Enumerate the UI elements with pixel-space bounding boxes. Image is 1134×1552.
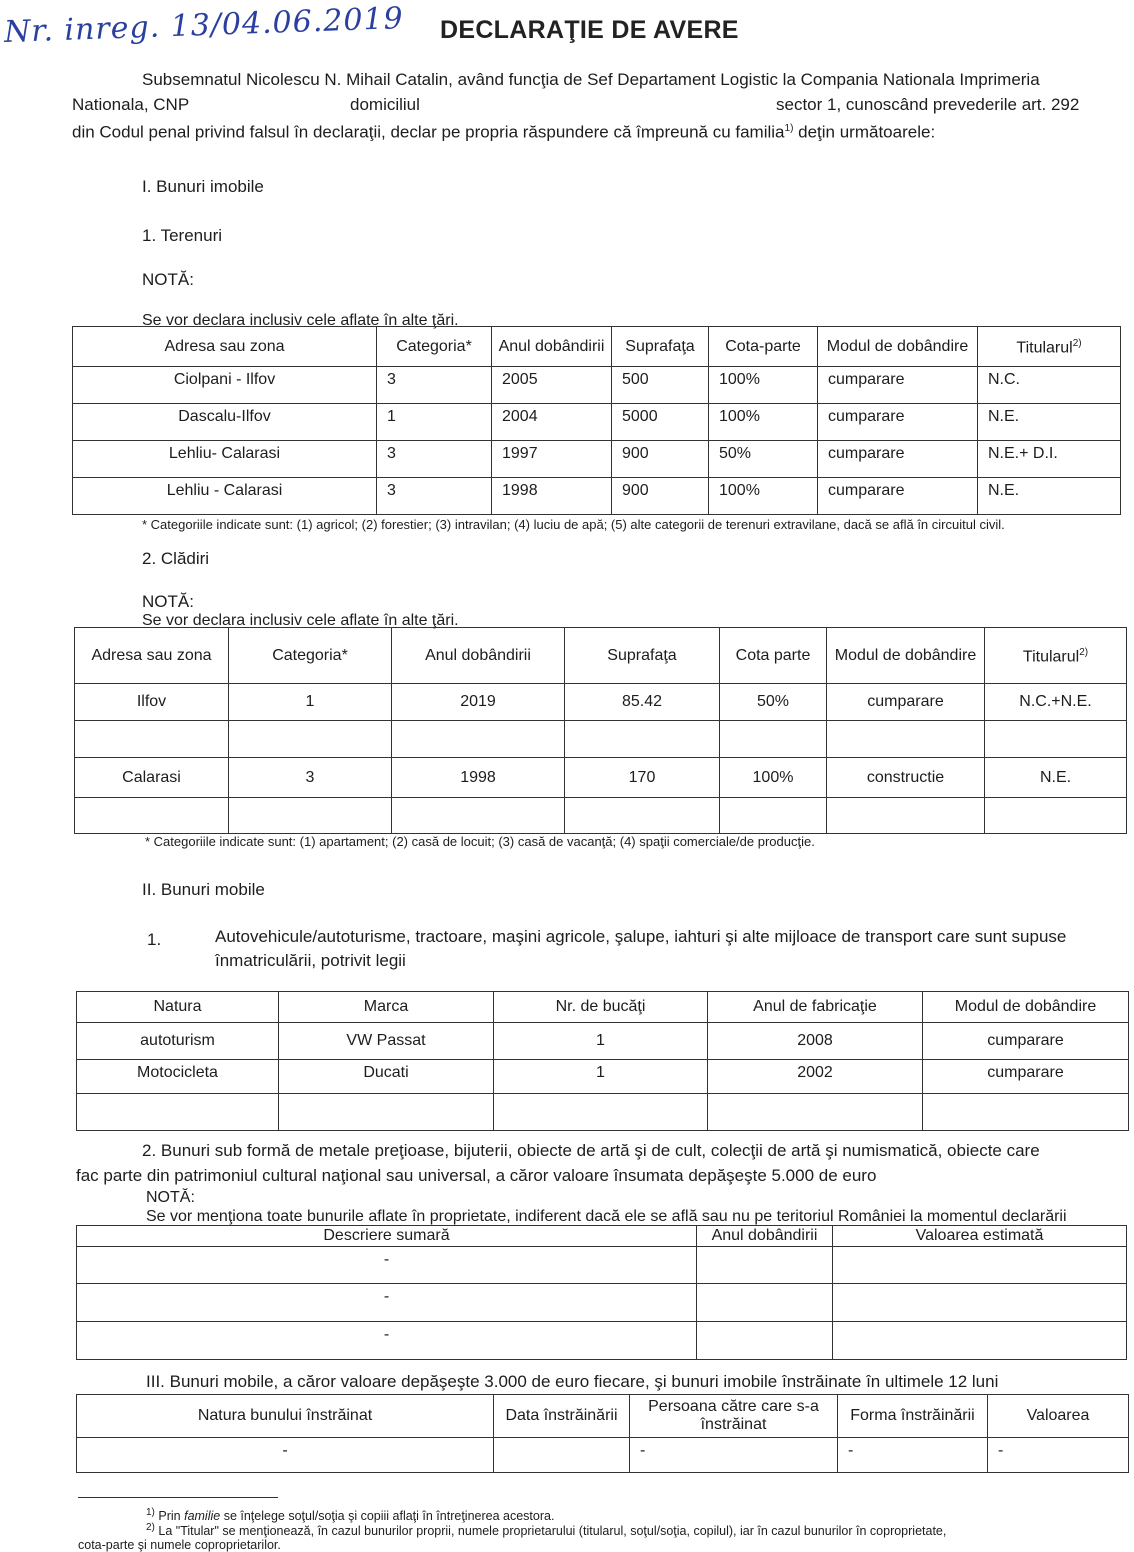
table-row — [77, 1322, 1127, 1360]
table-cell: - — [77, 1438, 494, 1473]
land-col-year: Anul dobândirii — [492, 327, 612, 367]
table-cell: Ducati — [279, 1060, 494, 1094]
table-cell: - — [77, 1284, 697, 1322]
alienated-col-date: Data înstrăinării — [494, 1395, 630, 1438]
buildings-col-area: Suprafaţa — [565, 628, 720, 684]
footnote-1: $^{1)}$ Prin familie se înţelege soţul/soţia şi copiii aflaţi în întreţinerea acestora. — [146, 1507, 555, 1524]
table-cell: N.C. — [978, 367, 1121, 404]
table-cell: 900 — [612, 478, 709, 515]
table-cell — [827, 721, 985, 758]
vehicles-col-nature: Natura — [77, 992, 279, 1023]
table-cell — [279, 1094, 494, 1131]
table-cell — [833, 1247, 1127, 1284]
table-cell: N.E. — [978, 478, 1121, 515]
table-cell — [697, 1284, 833, 1322]
table-cell: 2005 — [492, 367, 612, 404]
table-cell: N.C.+N.E. — [985, 684, 1127, 721]
table-cell — [392, 798, 565, 834]
table-cell: 1997 — [492, 441, 612, 478]
table-cell: - — [988, 1438, 1129, 1473]
table-cell — [494, 1438, 630, 1473]
valuables-title-line-2: fac parte din patrimoniul cultural naţional sau universal, a căror valoare însumata depăşeşte 5.000 de euro — [76, 1166, 877, 1185]
buildings-table-header — [75, 628, 1127, 684]
table-cell — [494, 1094, 708, 1131]
vehicles-title-line-1: Autovehicule/autoturisme, tractoare, maşini agricole, şalupe, iahturi şi alte mijloace de transport care sunt supuse — [215, 927, 1067, 946]
land-col-share: Cota-parte — [709, 327, 818, 367]
handwritten-registration-number: Nr. inreg. 13/04.06.2019 — [3, 1, 405, 50]
section-1-title: I. Bunuri imobile — [142, 177, 264, 196]
section-3-title: III. Bunuri mobile, a căror valoare depăşeşte 3.000 de euro fiecare, şi bunuri imobile înstrăinate în ultimele 12 luni — [146, 1372, 999, 1391]
table-cell: 500 — [612, 367, 709, 404]
land-note-label: NOTĂ: — [142, 270, 194, 289]
table-cell: 2004 — [492, 404, 612, 441]
land-note-text: Se vor declara inclusiv cele aflate în alte ţări. — [142, 312, 459, 329]
table-cell — [565, 798, 720, 834]
table-cell: 1 — [377, 404, 492, 441]
table-cell — [75, 721, 229, 758]
table-cell — [833, 1284, 1127, 1322]
table-row — [77, 1438, 1129, 1473]
table-cell: cumparare — [923, 1023, 1129, 1060]
vehicles-col-acquisition: Modul de dobândire — [923, 992, 1129, 1023]
table-row — [75, 758, 1127, 798]
table-cell: 1 — [494, 1060, 708, 1094]
table-cell — [229, 721, 392, 758]
table-row — [73, 441, 1121, 478]
footnote-2-line-2: cota-parte şi numele coproprietarilor. — [78, 1538, 281, 1552]
land-table — [72, 326, 1121, 515]
table-cell: cumparare — [923, 1060, 1129, 1094]
table-row — [75, 798, 1127, 834]
vehicles-table-header — [77, 992, 1129, 1023]
table-cell: Motocicleta — [77, 1060, 279, 1094]
buildings-col-owner: Titularul$^{2)}$ — [985, 628, 1127, 684]
buildings-col-share: Cota parte — [720, 628, 827, 684]
table-row — [77, 1094, 1129, 1131]
table-cell: 3 — [377, 441, 492, 478]
valuables-col-year: Anul dobândirii — [697, 1226, 833, 1247]
land-col-address: Adresa sau zona — [73, 327, 377, 367]
table-cell — [565, 721, 720, 758]
alienated-col-nature: Natura bunului înstrăinat — [77, 1395, 494, 1438]
table-cell — [985, 798, 1127, 834]
table-cell: 100% — [709, 367, 818, 404]
table-cell: Calarasi — [75, 758, 229, 798]
table-cell: Ilfov — [75, 684, 229, 721]
table-row — [77, 1060, 1129, 1094]
land-col-owner: Titularul$^{2)}$ — [978, 327, 1121, 367]
vehicles-col-year: Anul de fabricaţie — [708, 992, 923, 1023]
table-cell — [985, 721, 1127, 758]
intro-line-2-domicile: domiciliul — [350, 95, 420, 114]
table-cell: Ciolpani - Ilfov — [73, 367, 377, 404]
table-cell: 50% — [720, 684, 827, 721]
section-2-title: II. Bunuri mobile — [142, 880, 265, 899]
table-cell — [923, 1094, 1129, 1131]
buildings-footnote: * Categoriile indicate sunt: (1) apartament; (2) casă de locuit; (3) casă de vacanţă; (4) spaţii comerciale/de producţie. — [145, 834, 815, 849]
table-cell: 100% — [709, 478, 818, 515]
table-cell: 2019 — [392, 684, 565, 721]
table-cell: Lehliu- Calarasi — [73, 441, 377, 478]
table-cell: - — [77, 1247, 697, 1284]
table-cell — [720, 798, 827, 834]
table-cell: N.E. — [978, 404, 1121, 441]
table-cell — [708, 1094, 923, 1131]
table-cell: - — [630, 1438, 838, 1473]
table-row — [73, 404, 1121, 441]
table-cell: cumparare — [827, 684, 985, 721]
land-col-category: Categoria* — [377, 327, 492, 367]
table-row — [77, 1284, 1127, 1322]
valuables-table-header — [77, 1226, 1127, 1247]
valuables-title-line-1: 2. Bunuri sub formă de metale preţioase, bijuterii, obiecte de artă şi de cult, colecţii de artă şi numismatică, obiecte care — [142, 1141, 1040, 1160]
table-cell: 170 — [565, 758, 720, 798]
land-table-header — [73, 327, 1121, 367]
vehicles-col-brand: Marca — [279, 992, 494, 1023]
vehicles-table — [76, 991, 1129, 1131]
valuables-col-description: Descriere sumară — [77, 1226, 697, 1247]
table-cell — [720, 721, 827, 758]
valuables-col-value: Valoarea estimată — [833, 1226, 1127, 1247]
table-cell: 1 — [494, 1023, 708, 1060]
table-cell: 900 — [612, 441, 709, 478]
table-cell: 3 — [229, 758, 392, 798]
table-row — [75, 684, 1127, 721]
table-cell: 3 — [377, 367, 492, 404]
table-cell: 1998 — [492, 478, 612, 515]
intro-line-3: din Codul penal privind falsul în declaraţii, declar pe propria răspundere că împreună cu familia$^{1)}$ deţin următoarele: — [72, 122, 936, 142]
alienated-table-header — [77, 1395, 1129, 1438]
land-footnote: * Categoriile indicate sunt: (1) agricol; (2) forestier; (3) intravilan; (4) luciu de apă; (5) alte categorii de terenuri extravilane, dacă se află în circuitul civil. — [142, 517, 1005, 532]
buildings-col-year: Anul dobândirii — [392, 628, 565, 684]
land-col-area: Suprafaţa — [612, 327, 709, 367]
table-cell — [229, 798, 392, 834]
table-cell: 1 — [229, 684, 392, 721]
table-cell — [697, 1322, 833, 1360]
table-cell — [827, 798, 985, 834]
table-cell: Lehliu - Calarasi — [73, 478, 377, 515]
intro-line-1: Subsemnatul Nicolescu N. Mihail Catalin, având funcţia de Sef Departament Logistic la Compania Nationala Imprimeria — [142, 70, 1040, 89]
table-cell — [833, 1322, 1127, 1360]
table-cell: cumparare — [818, 478, 978, 515]
table-cell: - — [838, 1438, 988, 1473]
valuables-note-label: NOTĂ: — [146, 1189, 195, 1206]
land-col-acquisition: Modul de dobândire — [818, 327, 978, 367]
table-cell: 100% — [720, 758, 827, 798]
valuables-note-text: Se vor menţiona toate bunurile aflate în proprietate, indiferent dacă ele se află sau nu pe teritoriul României la momentul declarării — [146, 1208, 1067, 1225]
footnote-2-line-1: $^{2)}$ La "Titular" se menţionează, în cazul bunurilor proprii, numele proprietarului (titularul, soţul/soţia, copilul), iar în cazul bunurilor în coproprietate, — [146, 1522, 947, 1539]
table-cell: autoturism — [77, 1023, 279, 1060]
intro-line-2-sector: sector 1, cunoscând prevederile art. 292 — [776, 95, 1080, 114]
vehicles-title-line-2: înmatriculării, potrivit legii — [215, 951, 406, 970]
buildings-note-label: NOTĂ: — [142, 592, 194, 611]
table-cell: cumparare — [818, 441, 978, 478]
table-cell: N.E. — [985, 758, 1127, 798]
table-cell — [697, 1247, 833, 1284]
table-cell: 50% — [709, 441, 818, 478]
table-cell: 3 — [377, 478, 492, 515]
alienated-col-person: Persoana către care s-a înstrăinat — [630, 1395, 838, 1438]
vehicles-number: 1. — [147, 930, 162, 949]
table-cell: VW Passat — [279, 1023, 494, 1060]
alienated-assets-table — [76, 1394, 1129, 1473]
table-cell: 85.42 — [565, 684, 720, 721]
table-cell: 2008 — [708, 1023, 923, 1060]
buildings-table — [74, 627, 1127, 834]
table-row — [73, 367, 1121, 404]
table-cell: 100% — [709, 404, 818, 441]
vehicles-col-count: Nr. de bucăţi — [494, 992, 708, 1023]
buildings-title: 2. Clădiri — [142, 549, 210, 568]
buildings-col-acquisition: Modul de dobândire — [827, 628, 985, 684]
buildings-note-text: Se vor declara inclusiv cele aflate în alte ţări. — [142, 612, 459, 629]
table-cell: 1998 — [392, 758, 565, 798]
alienated-col-value: Valoarea — [988, 1395, 1129, 1438]
table-cell: cumparare — [818, 367, 978, 404]
table-cell: constructie — [827, 758, 985, 798]
footnote-divider — [78, 1497, 278, 1498]
document-title: DECLARAŢIE DE AVERE — [440, 16, 739, 44]
table-row — [75, 721, 1127, 758]
table-cell: Dascalu-Ilfov — [73, 404, 377, 441]
table-cell: 2002 — [708, 1060, 923, 1094]
table-row — [77, 1023, 1129, 1060]
table-cell — [392, 721, 565, 758]
table-cell: N.E.+ D.I. — [978, 441, 1121, 478]
alienated-col-form: Forma înstrăinării — [838, 1395, 988, 1438]
buildings-col-address: Adresa sau zona — [75, 628, 229, 684]
table-cell: - — [77, 1322, 697, 1360]
buildings-col-category: Categoria* — [229, 628, 392, 684]
intro-line-2-cnp: Nationala, CNP — [72, 95, 190, 114]
land-title: 1. Terenuri — [142, 226, 223, 245]
table-cell — [75, 798, 229, 834]
table-row — [73, 478, 1121, 515]
valuables-table — [76, 1225, 1127, 1360]
table-cell: cumparare — [818, 404, 978, 441]
table-cell: 5000 — [612, 404, 709, 441]
table-cell — [77, 1094, 279, 1131]
table-row — [77, 1247, 1127, 1284]
